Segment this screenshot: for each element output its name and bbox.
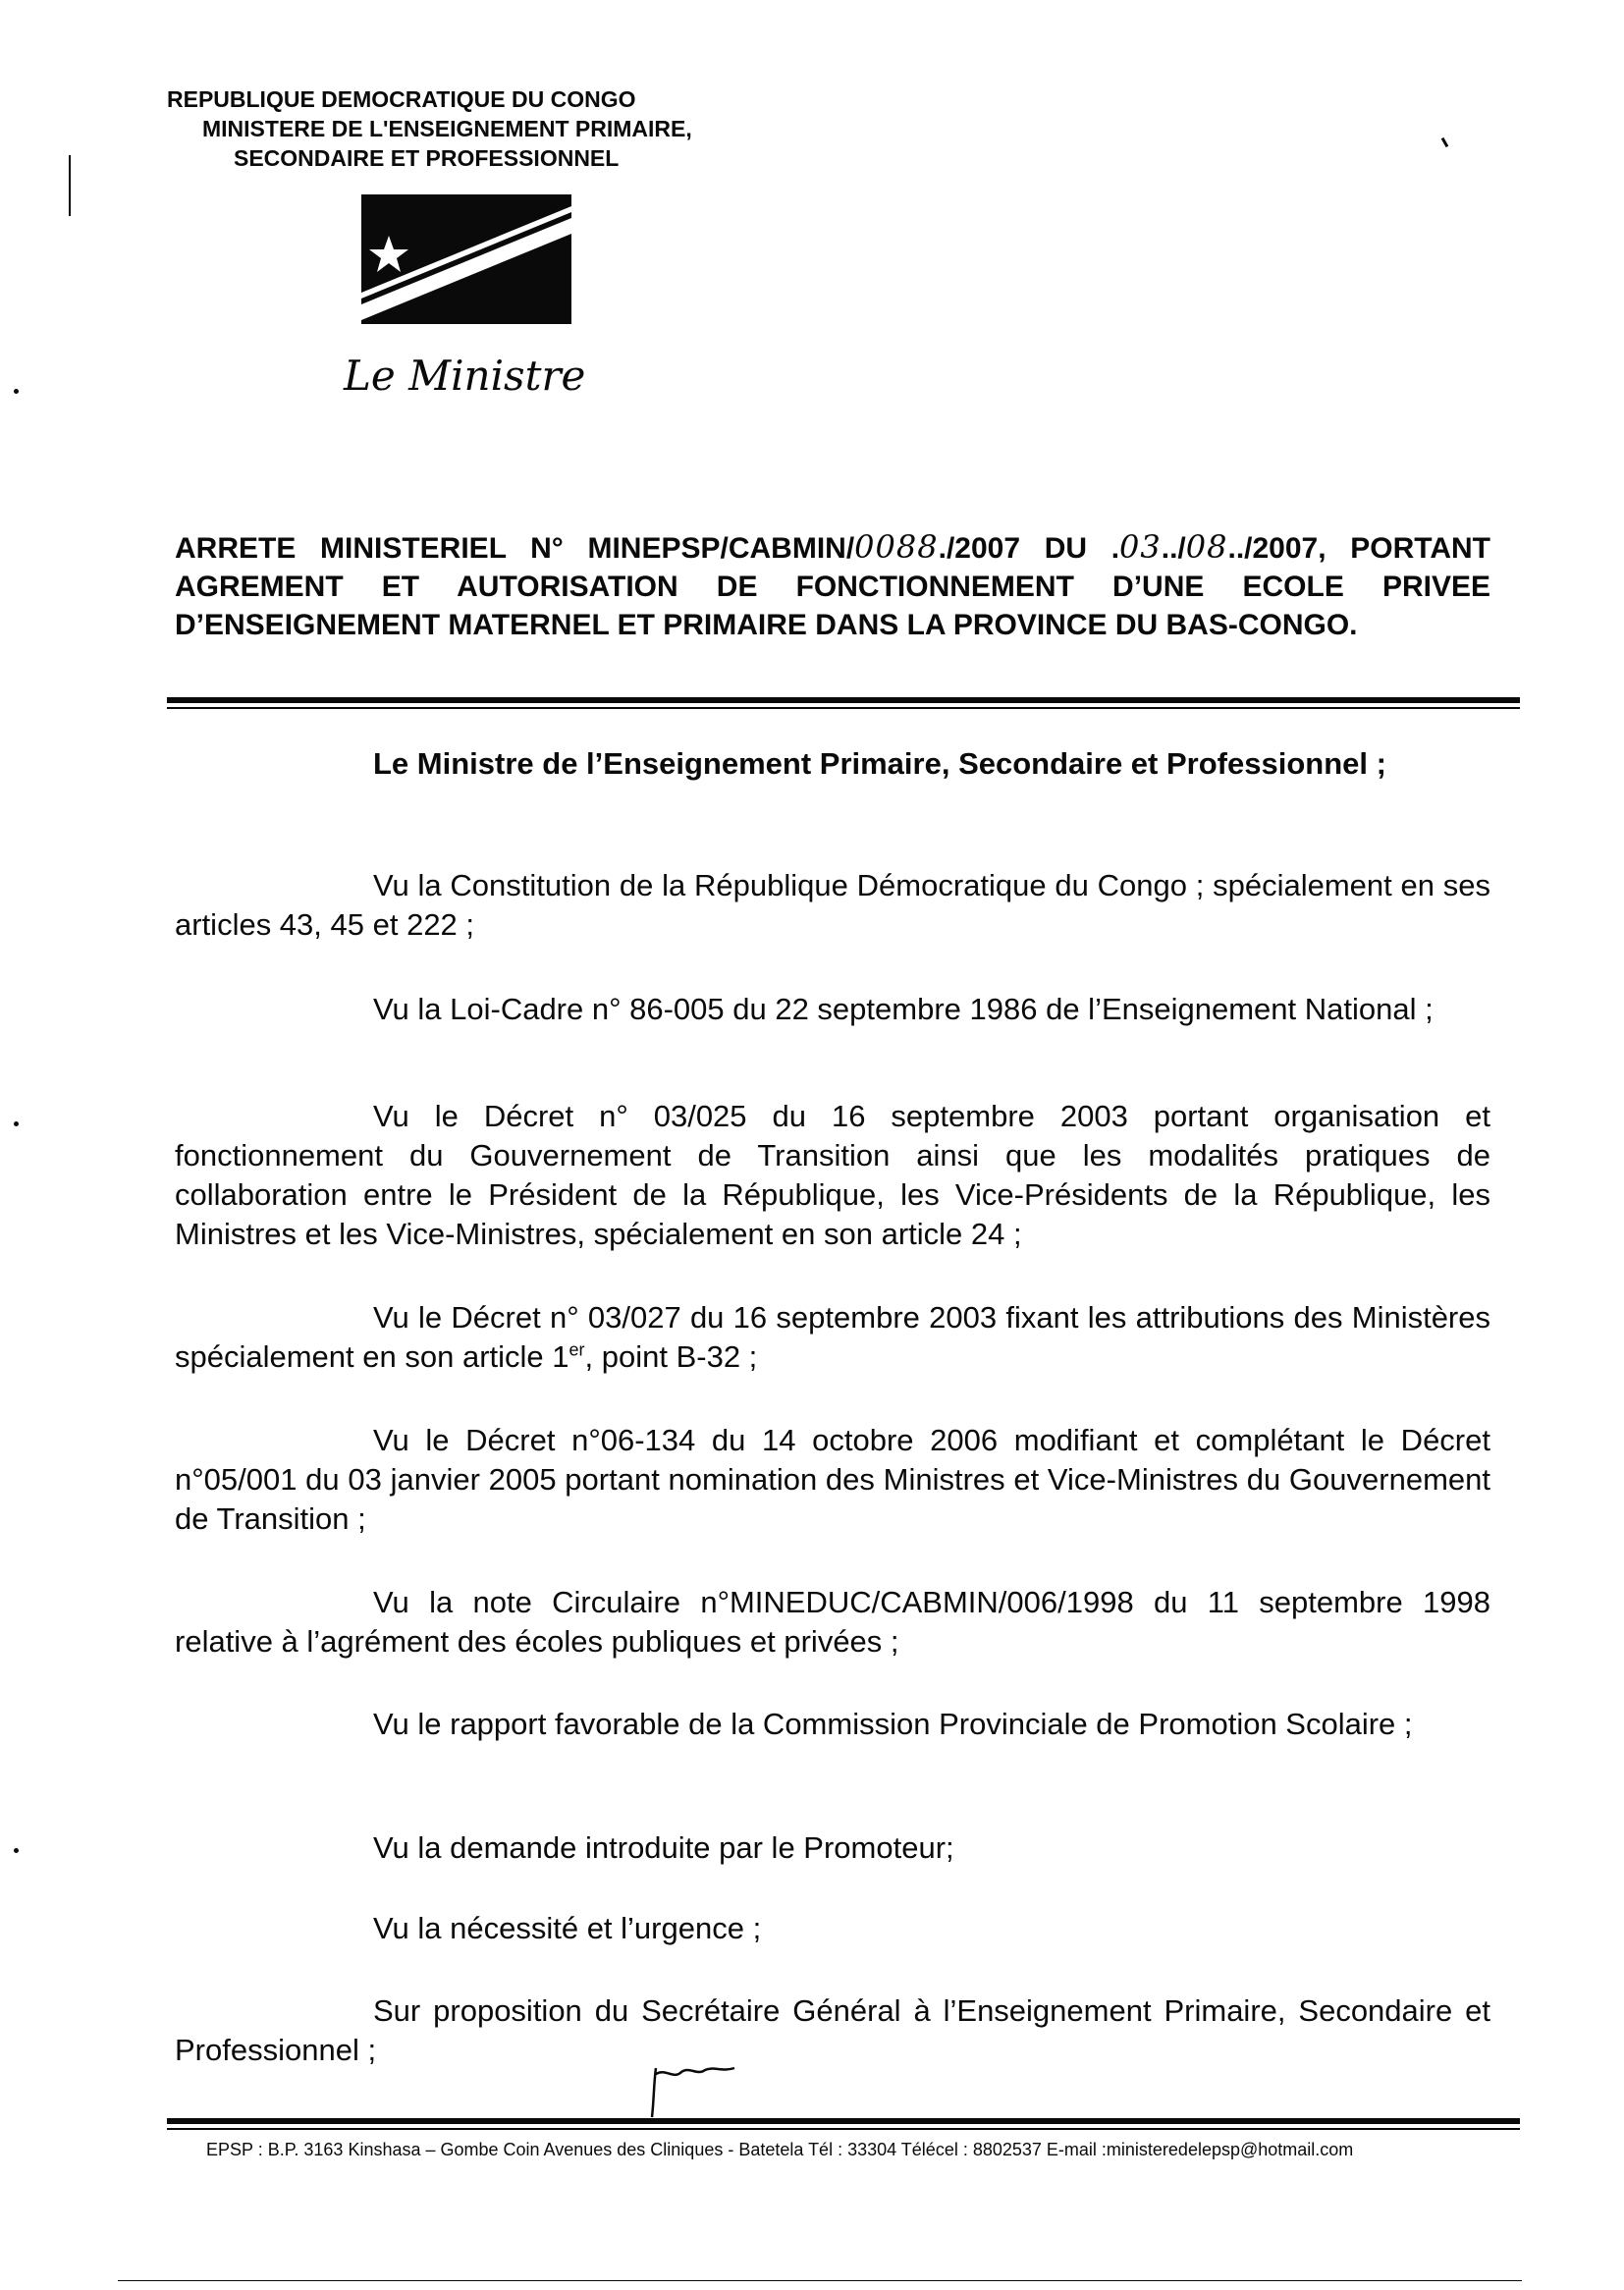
scan-speck <box>14 389 19 394</box>
scan-speck <box>14 1121 19 1126</box>
decree-title-suffix: ../2007, PORTANT AGREMENT ET AUTORISATION DE FONCTIONNEMENT D’UNE ECOLE PRIVEE D’ENSEIGNEMENT MATERNEL ET PRIMAIRE DANS LA PROVINCE DU BAS-CONGO. <box>175 532 1490 641</box>
header-republic: REPUBLIQUE DEMOCRATIQUE DU CONGO <box>167 86 636 112</box>
paragraph-urgence: Vu la nécessité et l’urgence ; <box>373 1911 762 1945</box>
scan-speck <box>14 1848 19 1853</box>
decret-03-027-point: , point B-32 ; <box>584 1339 758 1374</box>
decree-title-middle: ./2007 DU . <box>938 532 1120 565</box>
scan-bottom-edge <box>118 2280 1522 2281</box>
header-ministry: MINISTERE DE L'ENSEIGNEMENT PRIMAIRE, <box>202 116 692 141</box>
minister-signature-title: Le Ministre <box>344 352 586 400</box>
paragraph-demande: Vu la demande introduite par le Promoteur; <box>373 1830 954 1865</box>
decree-number-handwritten: 0088 <box>854 528 939 566</box>
decret-03-027-ordinal: er <box>568 1339 585 1360</box>
header-ministry-continued: SECONDAIRE ET PROFESSIONNEL <box>234 145 620 171</box>
title-rule-thin <box>167 707 1520 709</box>
scan-line <box>69 155 71 216</box>
decree-month-handwritten: 08 <box>1185 528 1228 566</box>
paragraph-proposition: Sur proposition du Secrétaire Général à l’Enseignement Primaire, Secondaire et Professionnel ; <box>175 1993 1490 2067</box>
scan-tick <box>1441 137 1449 147</box>
decree-day-handwritten: 03 <box>1119 528 1162 566</box>
footer-rule-thin <box>167 2128 1520 2130</box>
paragraph-rapport: Vu le rapport favorable de la Commission Provinciale de Promotion Scolaire ; <box>373 1707 1413 1741</box>
paragraph-constitution: Vu la Constitution de la République Démocratique du Congo ; spécialement en ses articles 43, 45 et 222 ; <box>175 868 1490 942</box>
flag-emblem <box>361 194 571 324</box>
paragraph-loi-cadre: Vu la Loi-Cadre n° 86-005 du 22 septembre 1986 de l’Enseignement National ; <box>373 992 1434 1026</box>
minister-heading: Le Ministre de l’Enseignement Primaire, Secondaire et Professionnel ; <box>373 746 1386 781</box>
handwritten-initial-mark <box>644 2060 742 2123</box>
decret-03-027-text: Vu le Décret n° 03/027 du 16 septembre 2003 fixant les attributions des Ministères spécialement en son article 1 <box>175 1300 1490 1374</box>
paragraph-decret-03-025: Vu le Décret n° 03/025 du 16 septembre 2003 portant organisation et fonctionnement du Gouvernement de Transition ainsi que les modalités pratiques de collaboration entre le Président de la République, les Vice-Présidents de la République, les Ministres et les Vice-Ministres, spécialement en son article 24 ; <box>175 1099 1490 1251</box>
paragraph-circulaire: Vu la note Circulaire n°MINEDUC/CABMIN/006/1998 du 11 septembre 1998 relative à l’agrément des écoles publiques et privées ; <box>175 1585 1490 1659</box>
footer-address: EPSP : B.P. 3163 Kinshasa – Gombe Coin Avenues des Cliniques - Batetela Tél : 33304 Télécel : 8802537 E-mail :ministeredelepsp@hotmail.com <box>206 2140 1354 2159</box>
decree-date-separator: ../ <box>1161 532 1186 565</box>
paragraph-decret-03-027 <box>175 1298 1490 1377</box>
footer-rule-thick <box>167 2118 1520 2124</box>
decree-title <box>175 528 1490 644</box>
paragraph-decret-06-134: Vu le Décret n°06-134 du 14 octobre 2006 modifiant et complétant le Décret n°05/001 du 03 janvier 2005 portant nomination des Ministres et Vice-Ministres du Gouvernement de Transition ; <box>175 1423 1490 1536</box>
decree-title-prefix: ARRETE MINISTERIEL N° MINEPSP/CABMIN/ <box>175 532 855 565</box>
title-rule-thick <box>167 697 1520 703</box>
